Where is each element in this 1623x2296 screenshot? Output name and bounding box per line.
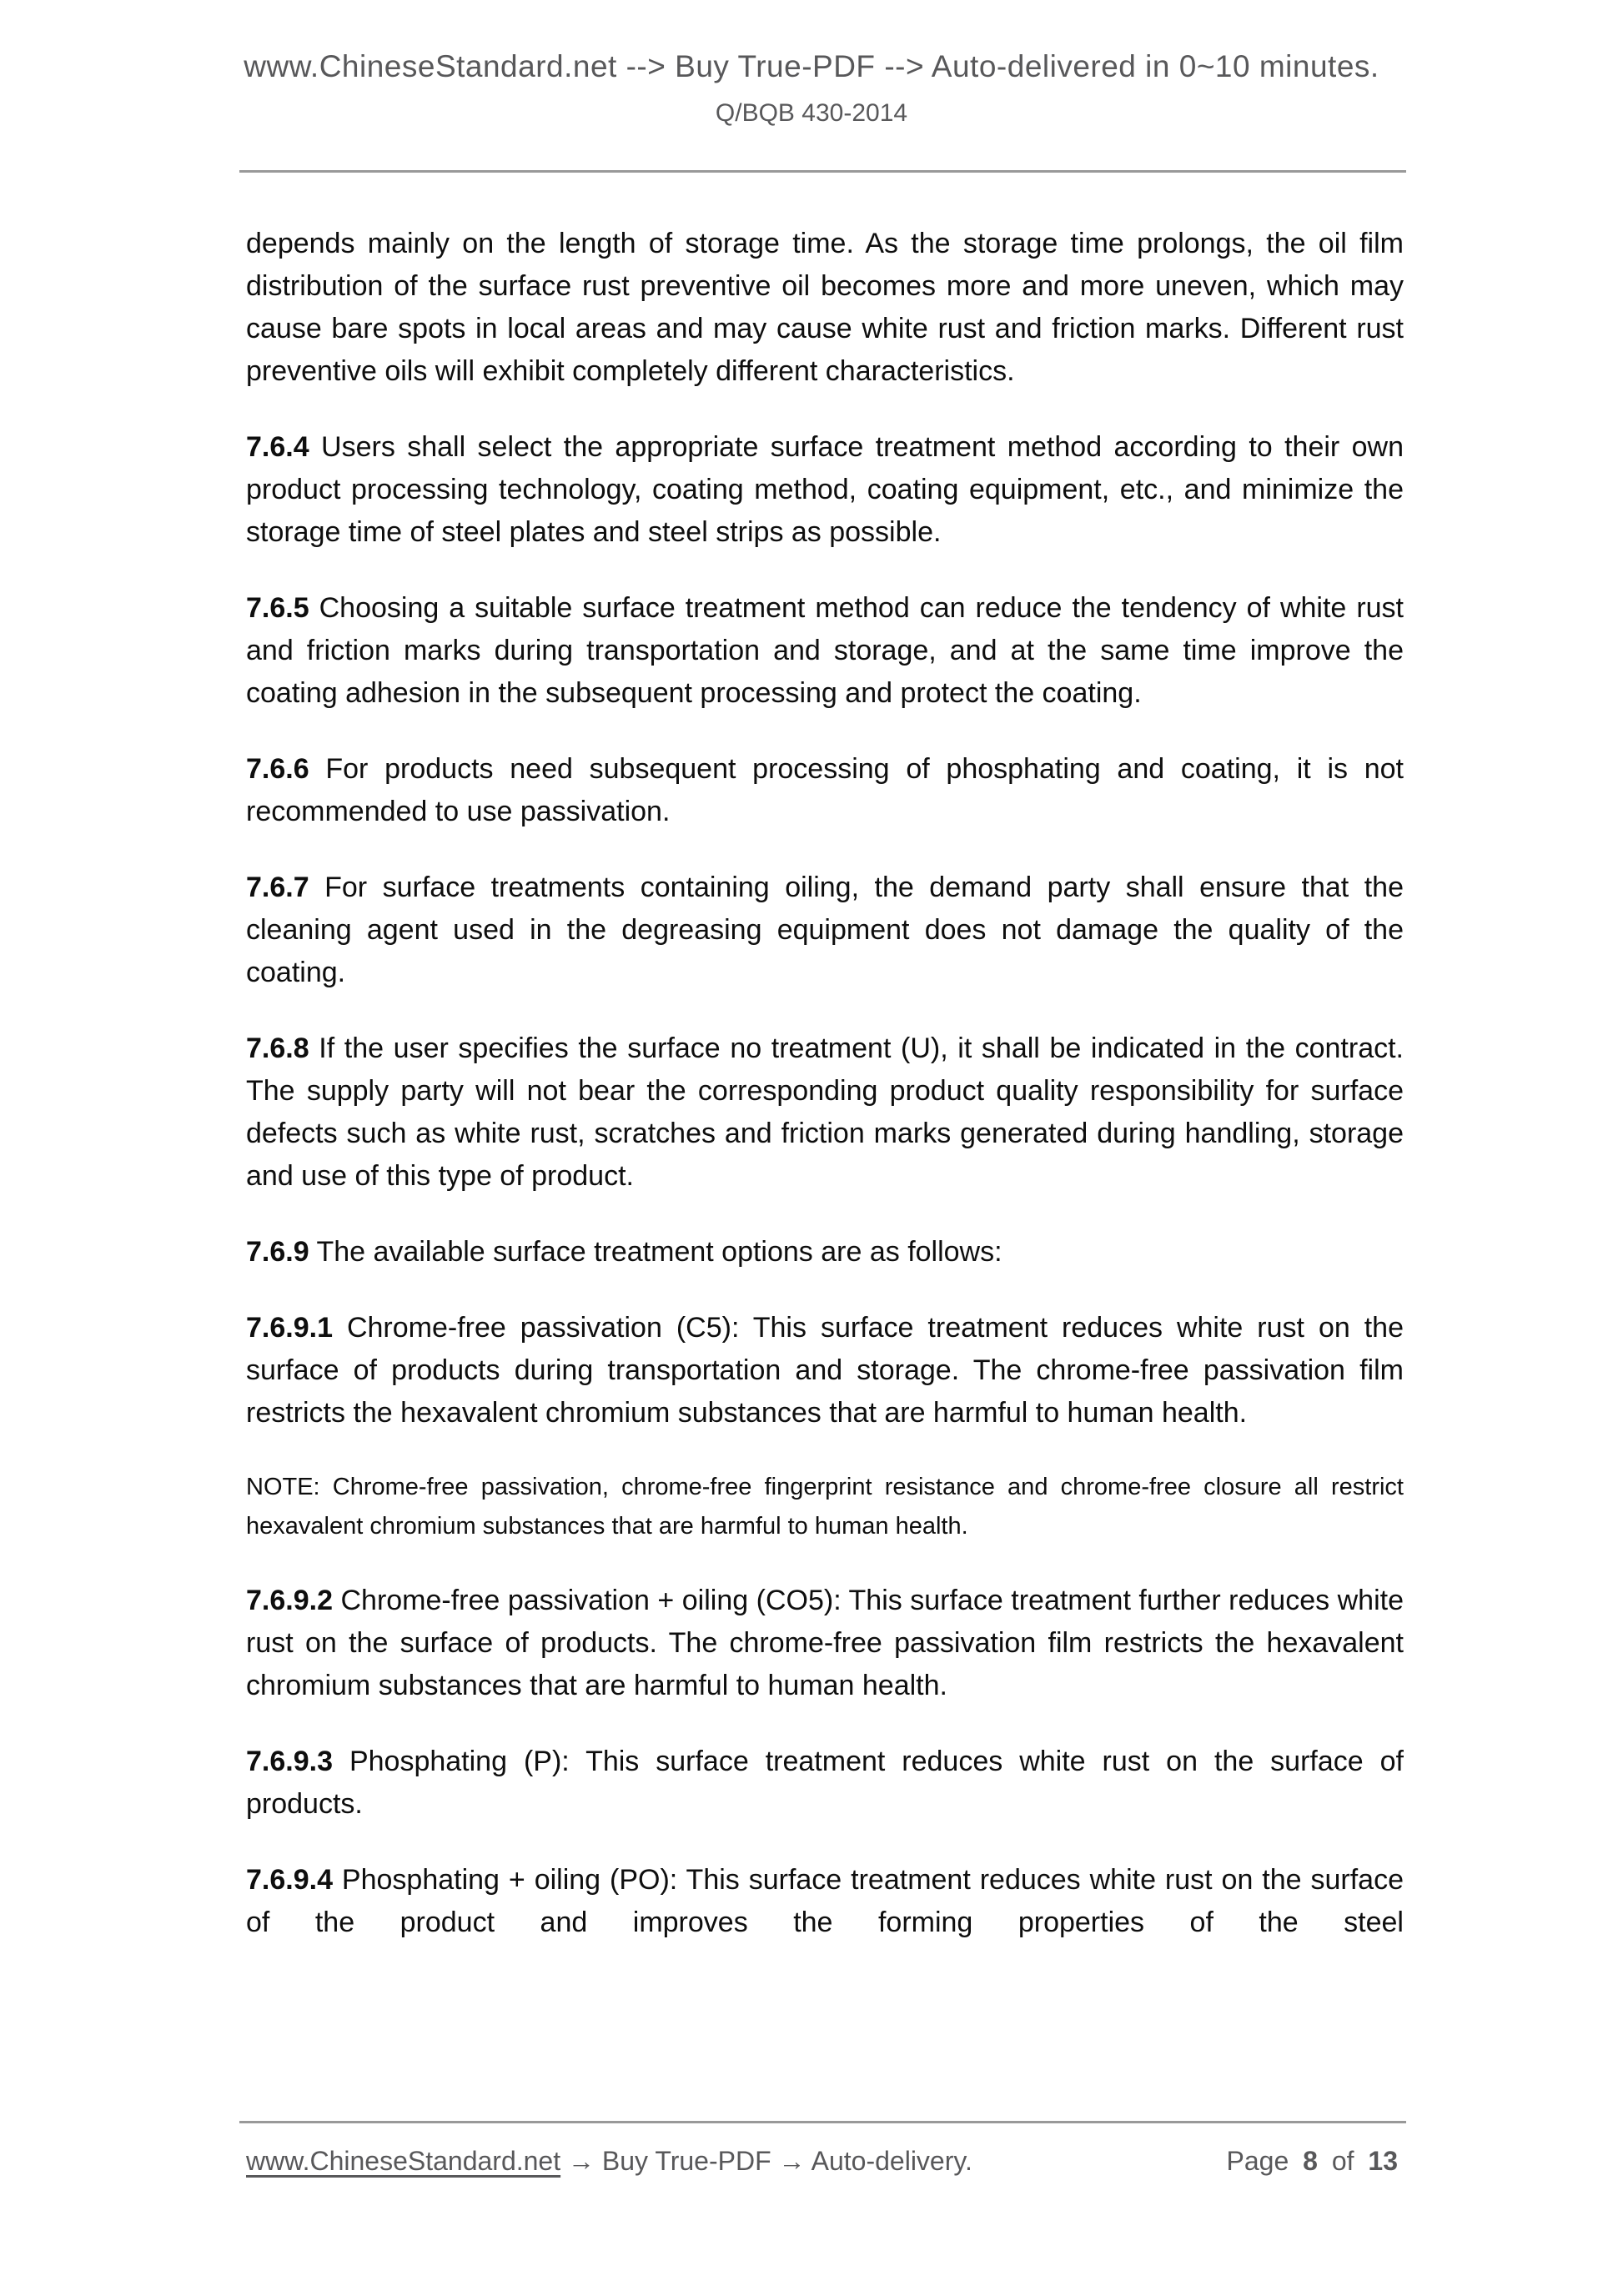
paragraph-text: The available surface treatment options are as follows: <box>316 1236 1002 1268</box>
section-number: 7.6.8 <box>246 1032 309 1064</box>
paragraph-7-6-4 <box>246 426 1404 554</box>
paragraph-7-6-7 <box>246 867 1404 994</box>
standard-number: Q/BQB 430-2014 <box>715 99 908 127</box>
section-number: 7.6.5 <box>246 592 309 624</box>
paragraph-text: For products need subsequent processing of phosphating and coating, it is not recommended to use passivation. <box>246 753 1404 827</box>
paragraph-7-6-9-1 <box>246 1307 1404 1434</box>
footer-divider <box>239 2121 1406 2123</box>
footer-tagline: → Buy True-PDF → Auto-delivery. <box>568 2146 972 2176</box>
page-indicator <box>1227 2145 1398 2177</box>
paragraph-text: Phosphating (P): This surface treatment reduces white rust on the surface of products. <box>246 1746 1404 1820</box>
paragraph-text: Chrome-free passivation + oiling (CO5): This surface treatment further reduces white rust on the surface of products. The chrome-free passivation film restricts the hexavalent chromium substances that are harmful to human health. <box>246 1585 1404 1701</box>
page-word: Page <box>1226 2146 1289 2176</box>
document-body <box>246 223 1404 1944</box>
paragraph-text: Chrome-free passivation (C5): This surface treatment reduces white rust on the surface of products during transportation and storage. The chrome-free passivation film restricts the hexavalent chromium substances that are harmful to human health. <box>246 1312 1404 1429</box>
total-page-number: 13 <box>1368 2146 1398 2176</box>
paragraph-7-6-6 <box>246 748 1404 833</box>
paragraph-7-6-9 <box>246 1231 1404 1274</box>
paragraph-7-6-9-3 <box>246 1741 1404 1826</box>
header-divider <box>239 170 1406 173</box>
section-number: 7.6.7 <box>246 872 309 903</box>
section-number: 7.6.9.3 <box>246 1746 333 1777</box>
footer-left-text <box>246 2145 972 2177</box>
header-banner-text: www.ChineseStandard.net --> Buy True-PDF --> Auto-delivered in 0~10 minutes. <box>244 49 1379 83</box>
paragraph-7-6-9-2 <box>246 1580 1404 1707</box>
paragraph-7-6-9-4 <box>246 1859 1404 1944</box>
paragraph-note <box>246 1468 1404 1546</box>
section-number: 7.6.9.1 <box>246 1312 333 1344</box>
page-footer <box>239 2121 1406 2177</box>
paragraph-intro-continuation <box>246 223 1404 393</box>
paragraph-7-6-8 <box>246 1027 1404 1198</box>
page-header <box>0 0 1623 128</box>
paragraph-text: Users shall select the appropriate surface treatment method according to their own product processing technology, coating method, coating equipment, etc., and minimize the storage time of steel plates and steel strips as possible. <box>246 431 1404 548</box>
paragraph-text: Choosing a suitable surface treatment method can reduce the tendency of white rust and friction marks during transportation and storage, and at the same time improve the coating adhesion in the subsequent processing and protect the coating. <box>246 592 1404 709</box>
section-number: 7.6.6 <box>246 753 309 785</box>
paragraph-text: For surface treatments containing oiling, the demand party shall ensure that the cleaning agent used in the degreasing equipment does not damage the quality of the coating. <box>246 872 1404 988</box>
paragraph-text: depends mainly on the length of storage time. As the storage time prolongs, the oil film distribution of the surface rust preventive oil becomes more and more uneven, which may cause bare spots in local areas and may cause white rust and friction marks. Different rust preventive oils will exhibit completely different characteristics. <box>246 228 1404 387</box>
section-number: 7.6.9.4 <box>246 1864 333 1896</box>
paragraph-text: NOTE: Chrome-free passivation, chrome-free fingerprint resistance and chrome-free closure all restrict hexavalent chromium substances that are harmful to human health. <box>246 1474 1404 1540</box>
of-word: of <box>1331 2146 1354 2176</box>
footer-website-link[interactable]: www.ChineseStandard.net <box>246 2146 561 2176</box>
paragraph-text: Phosphating + oiling (PO): This surface treatment reduces white rust on the surface of the product and improves the forming properties of the steel <box>246 1864 1404 1938</box>
section-number: 7.6.9.2 <box>246 1585 333 1616</box>
section-number: 7.6.4 <box>246 431 309 463</box>
current-page-number: 8 <box>1303 2146 1318 2176</box>
paragraph-7-6-5 <box>246 587 1404 715</box>
paragraph-text: If the user specifies the surface no treatment (U), it shall be indicated in the contract. The supply party will not bear the corresponding product quality responsibility for surface defects such as white rust, scratches and friction marks generated during handling, storage and use of this type of product. <box>246 1032 1404 1192</box>
section-number: 7.6.9 <box>246 1236 309 1268</box>
